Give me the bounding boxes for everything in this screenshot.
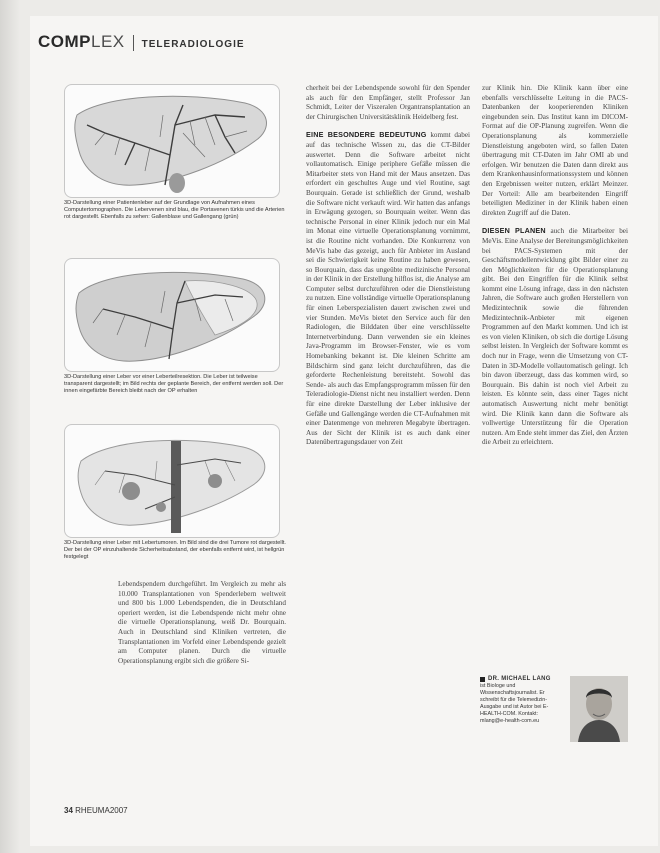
author-bio: ist Biologe und Wissenschaftsjournalist. Er schreibt für die Telemedizin-Ausgabe und ist Autor bei E-HEALTH-COM. Kontakt: mlang@e-health-com.eu <box>480 683 549 724</box>
bullet-square-icon <box>480 677 485 682</box>
liver-image-1 <box>64 84 280 198</box>
page-header <box>38 32 245 54</box>
brand-logo: COMPLEX <box>38 32 125 51</box>
figure-caption-1: 3D-Darstellung einer Patientenleber auf der Grundlage von Aufnahmen eines Computertomographen. Die Lebervenen sind blau, die Portavenen türkis und die Arterien rot dargestellt. Ebenfalls zu sehen: Gallenblase und Gallengang (grün) <box>64 200 285 221</box>
article-column-left <box>118 580 286 796</box>
liver-image-2 <box>64 258 280 372</box>
author-name: DR. MICHAEL LANG <box>480 676 564 683</box>
figure-caption-3: 3D-Darstellung einer Leber mit Lebertumoren. Im Bild sind die drei Tumore rot dargestellt. Der bei der OP einzuhaltende Sicherheitsabstand, der ebenfalls entfernt wird, ist hellgrün festgelegt <box>64 540 286 561</box>
right-body-text: auch die Mitarbeiter bei MeVis. Eine Analyse der Bereitungsmöglichkeiten bei PACS-Systemen mit der Geschäftsmodellentwicklung gibt Bilder einer zu den Möglichkeiten für die Operationsplanung gibt. Bei den Eingriffen für die Klinik selbst kommt eine Lösung infrage, dass in den nächsten Jahren, die Software auch großen Herstellern von Medizintechnik sowie die führenden Medizintechnik-Anbieter mit eigenen Programmen auf den Markt kommen. Und ich ist es von vielen Kliniken, ob sich die dortige Lösung selbst leisten. In Vergleich der Software kommt es doch nur in Frage, wenn die Umsetzung von CT-Daten in 3D-Modelle vollautomatisch gelingt. Ich bin davon überzeugt, dass das kommen wird, so Bourquain. Bis dahin ist noch viel Arbeit zu leisten. Es könnte sein, dass einer Tages nicht automatisch Auswertung nicht mehr benötigt wird. Die Klinik kann dann die Software als vollwertige Unterstützung für die Operation nutzen. Am Ende steht immer das Ziel, den Ärzten die Arbeit zu erleichtern. <box>482 227 628 447</box>
magazine-name: RHEUMA <box>75 806 110 815</box>
middle-body-text: kommt dabei auf das technische Wissen zu, das die CT-Bilder auswertet. Denn die Software arbeitet nicht vollautomatisch. Einige periphere Gefäße müssen die Mitarbeiter stets von Hand mit der Maus ansetzen. Das erfordert ein geschultes Auge und viel Routine, sagt Bourquain. Gerade ist schließlich der Grund, weshalb die Software nicht verkauft wird. Wir hatten das anfangs in Erwägung gezogen, so Bourquain weiter. Wenn das technische Personal in einer Klinik jedoch nur ein Mal im Monat eine virtuelle Operationsplanung vornimmt, ist die Routine nicht vorhanden. Die Konkurrenz von MeVis habe das gezeigt, auch für Anbieter im Ausland sei die Schwierigkeit keine Routine zu haben gewesen, so Bourquain, dass das ungeübte medizinische Personal in der Klinik in der Erstellung hilflos ist, die Analyse am Computer selbst durchzuführen oder die Dienstleistung zu nutzen. Eine vollständige virtuelle Operationsplanung für einen Leberspezialisten dauert zwischen zwei und vier Stunden. MeVis bietet den Service auch für den Radiologen, die Bilddaten über eine verschlüsselte Internetverbindung. Dann verwenden sie ein kleines Java-Programm im Browser-Fenster, wie es vom Homebanking bekannt ist. Die kleinen Schritte am Bildschirm sind ganz leicht durchzuführen, das die geforderte Rechenleistung bereitsteht. Sowohl das Sende- als auch das Empfangsprogramm müssen für den Teleradiologie-Dienst nicht neu installiert werden. Denn für eine direkte Darstellung der Leber inklusive der Gefäße und Gallengänge werden die CT-Aufnahmen mit einer Datenmenge von mehreren Megabyte übertragen. Aus der Sicht der Klinik ist es auch dank einer Datenübertragungsdauer von Zeit <box>306 131 470 447</box>
subheading-diesen-planen: DIESEN PLANEN <box>482 226 546 236</box>
page-folio <box>64 806 128 815</box>
right-intro-text: zur Klinik hin. Die Klinik kann über eine ebenfalls verschlüsselte Leitung in die PACS-Datenbanken der kooperierenden Kliniken eingebunden sein. Das Institut kann im DICOM-Format auf die OP-Planung zugreifen. Wenn die Operationsplanung als kommerzielle Dienstleistung angeboten wird, so fallen Daten übertragung mit CT-Daten im Jahr OMI ab und erfolgen. Wir benutzen die Daten dann direkt aus dem Krankenhausinformationssystem und können den Ergebnissen weiter nutzen, erklärt Meinzer. Der Vorteil: Alle am bearbeitenden Eingriff beteiligten Mediziner in der Klinik haben einen direkten Zugriff auf die Daten. <box>482 84 628 217</box>
page-spine-shadow <box>0 0 20 853</box>
author-box <box>480 676 628 746</box>
liver-image-3 <box>64 424 280 538</box>
issue-number: 2007 <box>109 806 128 815</box>
article-column-right <box>482 84 628 670</box>
left-column-text: Lebendspendern durchgeführt. Im Vergleich zu mehr als 10.000 Transplantationen von Spenderlebern weltweit und 800 bis 1.000 Lebendspenden, die in Deutschland operiert werden, ist die Lebendspende nicht mehr ohne die virtuelle Operationsplanung, weiß Dr. Bourquain. Auch in Deutschland sind Kliniken vertreten, die Transplantationen im Vorfeld einer Lebendspende gezielt am Computer planen. Durch die virtuelle Operationsplanung ergibt sich die größere Si- <box>118 580 286 665</box>
header-divider <box>133 35 134 51</box>
middle-intro-text: cherheit bei der Lebendspende sowohl für den Spender als auch für den Empfänger, stellt Professor Jan Schmidt, Leiter der Viszeralen Organtransplantation an der Chirurgischen Universitätsklinik Heidelberg fest. <box>306 84 470 121</box>
page-number: 34 <box>64 806 73 815</box>
subheading-besondere-bedeutung: EINE BESONDERE BEDEUTUNG <box>306 130 427 140</box>
figure-caption-2: 3D-Darstellung einer Leber vor einer Leberteilresektion. Die Leber ist teilweise transparent dargestellt; im Bild rechts der geplante Bereich, der entfernt werden soll. Der innen eingefärbte Bereich bleibt nach der OP erhalten <box>64 374 284 395</box>
author-portrait <box>570 676 628 742</box>
article-column-middle <box>306 84 470 796</box>
author-bio-block <box>480 676 564 725</box>
section-rubric: TELERADIOLOGIE <box>141 39 245 50</box>
